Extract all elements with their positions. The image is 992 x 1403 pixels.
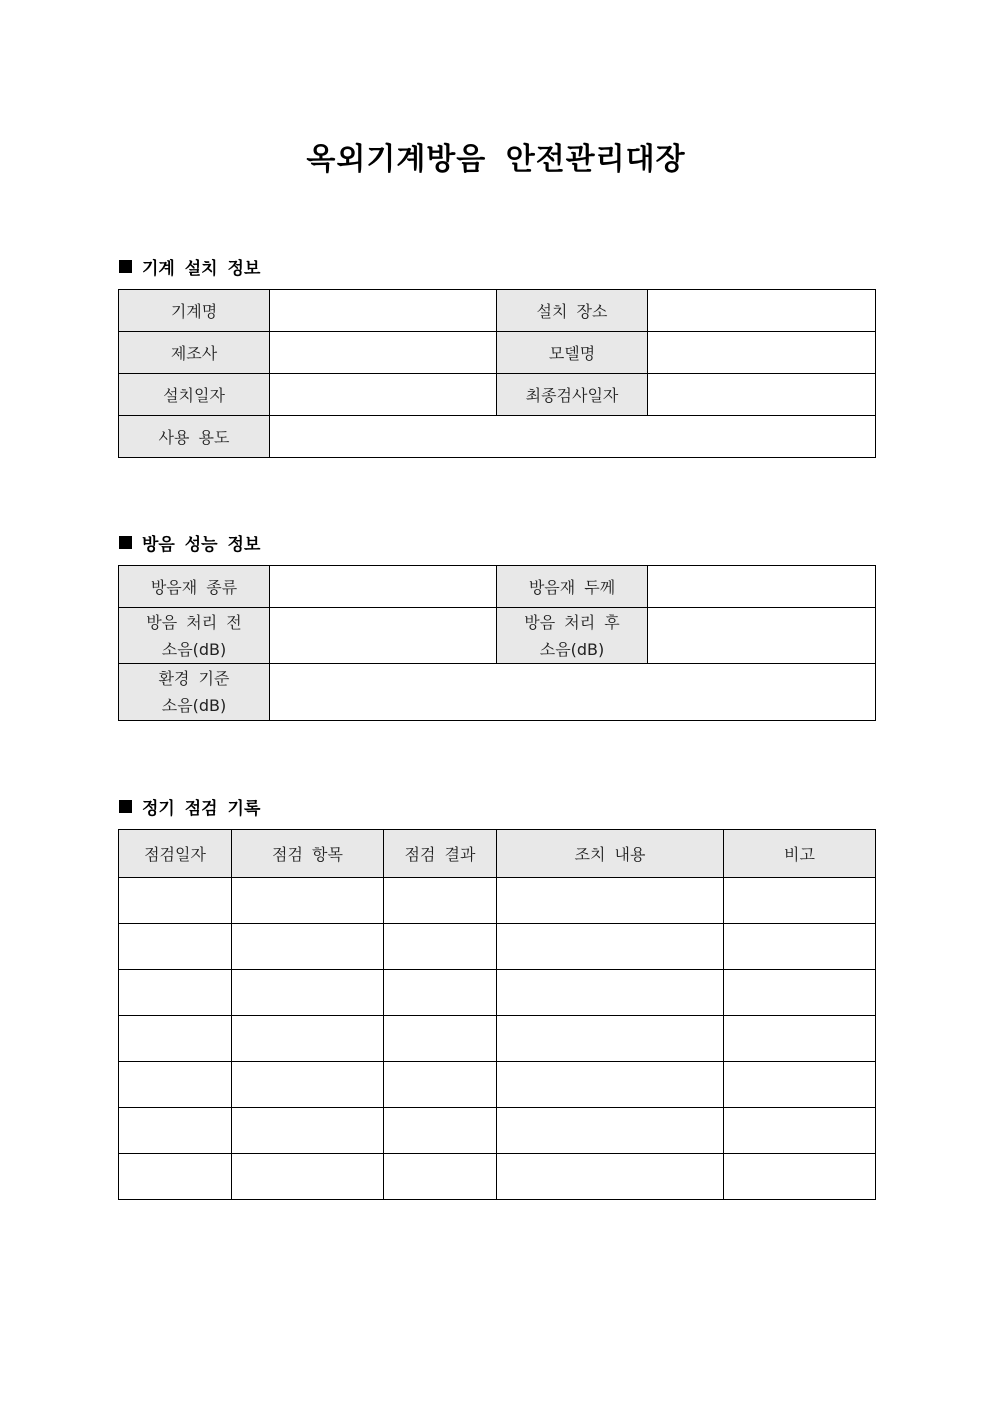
cell-inspection-date[interactable] — [119, 924, 232, 970]
label-noise-before — [119, 608, 270, 664]
section-heading-machine-info — [119, 254, 260, 279]
field-last-inspection-date[interactable] — [648, 374, 876, 416]
cell-inspection-result[interactable] — [384, 924, 497, 970]
cell-inspection-date[interactable] — [119, 1062, 232, 1108]
cell-remarks[interactable] — [724, 1062, 876, 1108]
table-row — [119, 664, 876, 721]
cell-inspection-result[interactable] — [384, 1016, 497, 1062]
cell-inspection-result[interactable] — [384, 970, 497, 1016]
table-row — [119, 566, 876, 608]
cell-inspection-item[interactable] — [232, 924, 384, 970]
cell-inspection-item[interactable] — [232, 1108, 384, 1154]
cell-remarks[interactable] — [724, 1016, 876, 1062]
column-header-action-taken: 조치 내용 — [497, 830, 724, 878]
table-row — [119, 290, 876, 332]
label-line: 방음 처리 후 — [524, 612, 620, 632]
section-heading-soundproof-performance — [119, 530, 260, 555]
label-noise-after — [497, 608, 648, 664]
table-row — [119, 970, 876, 1016]
label-last-inspection-date: 최종검사일자 — [497, 374, 648, 416]
column-header-remarks: 비고 — [724, 830, 876, 878]
cell-remarks[interactable] — [724, 1108, 876, 1154]
label-line: 방음 처리 전 — [146, 612, 242, 632]
cell-action-taken[interactable] — [497, 1108, 724, 1154]
cell-inspection-result[interactable] — [384, 1108, 497, 1154]
field-noise-after[interactable] — [648, 608, 876, 664]
cell-inspection-date[interactable] — [119, 1108, 232, 1154]
label-install-date: 설치일자 — [119, 374, 270, 416]
table-row — [119, 924, 876, 970]
cell-inspection-item[interactable] — [232, 1062, 384, 1108]
table-row — [119, 1108, 876, 1154]
cell-action-taken[interactable] — [497, 878, 724, 924]
label-line: 소음(dB) — [161, 696, 227, 715]
table-row — [119, 1016, 876, 1062]
cell-remarks[interactable] — [724, 924, 876, 970]
square-bullet-icon — [119, 800, 132, 813]
field-env-standard-noise[interactable] — [270, 664, 876, 721]
field-machine-name[interactable] — [270, 290, 497, 332]
field-noise-before[interactable] — [270, 608, 497, 664]
label-machine-name: 기계명 — [119, 290, 270, 332]
cell-remarks[interactable] — [724, 878, 876, 924]
field-model-name[interactable] — [648, 332, 876, 374]
section-heading-text: 기계 설치 정보 — [142, 259, 261, 279]
cell-remarks[interactable] — [724, 970, 876, 1016]
table-row — [119, 878, 876, 924]
cell-inspection-result[interactable] — [384, 878, 497, 924]
section-heading-text: 정기 점검 기록 — [142, 799, 261, 819]
soundproof-performance-table — [118, 565, 876, 721]
inspection-log-table — [118, 829, 876, 1200]
section-heading-text: 방음 성능 정보 — [142, 535, 261, 555]
table-row — [119, 416, 876, 458]
cell-inspection-date[interactable] — [119, 1154, 232, 1200]
machine-info-table — [118, 289, 876, 458]
label-manufacturer: 제조사 — [119, 332, 270, 374]
cell-inspection-item[interactable] — [232, 1154, 384, 1200]
square-bullet-icon — [119, 260, 132, 273]
cell-inspection-date[interactable] — [119, 1016, 232, 1062]
cell-inspection-item[interactable] — [232, 1016, 384, 1062]
label-usage-purpose: 사용 용도 — [119, 416, 270, 458]
label-model-name: 모델명 — [497, 332, 648, 374]
table-row — [119, 332, 876, 374]
field-install-date[interactable] — [270, 374, 497, 416]
label-line: 소음(dB) — [161, 639, 227, 659]
cell-inspection-result[interactable] — [384, 1154, 497, 1200]
cell-action-taken[interactable] — [497, 924, 724, 970]
table-row — [119, 1062, 876, 1108]
cell-inspection-date[interactable] — [119, 970, 232, 1016]
column-header-inspection-date: 점검일자 — [119, 830, 232, 878]
cell-inspection-item[interactable] — [232, 878, 384, 924]
column-header-inspection-result: 점검 결과 — [384, 830, 497, 878]
label-install-location: 설치 장소 — [497, 290, 648, 332]
cell-action-taken[interactable] — [497, 1154, 724, 1200]
section-heading-inspection-log — [119, 794, 260, 819]
cell-remarks[interactable] — [724, 1154, 876, 1200]
cell-action-taken[interactable] — [497, 1062, 724, 1108]
table-row — [119, 1154, 876, 1200]
cell-inspection-result[interactable] — [384, 1062, 497, 1108]
field-manufacturer[interactable] — [270, 332, 497, 374]
table-header-row — [119, 830, 876, 878]
field-material-type[interactable] — [270, 566, 497, 608]
label-material-thickness: 방음재 두께 — [497, 566, 648, 608]
field-install-location[interactable] — [648, 290, 876, 332]
field-material-thickness[interactable] — [648, 566, 876, 608]
label-material-type: 방음재 종류 — [119, 566, 270, 608]
field-usage-purpose[interactable] — [270, 416, 876, 458]
label-line: 소음(dB) — [539, 639, 605, 659]
cell-action-taken[interactable] — [497, 970, 724, 1016]
column-header-inspection-item: 점검 항목 — [232, 830, 384, 878]
document-title: 옥외기계방음 안전관리대장 — [306, 142, 686, 177]
cell-inspection-item[interactable] — [232, 970, 384, 1016]
label-line: 환경 기준 — [158, 669, 230, 688]
table-row — [119, 608, 876, 664]
cell-action-taken[interactable] — [497, 1016, 724, 1062]
label-env-standard-noise — [119, 664, 270, 721]
table-row — [119, 374, 876, 416]
square-bullet-icon — [119, 536, 132, 549]
cell-inspection-date[interactable] — [119, 878, 232, 924]
